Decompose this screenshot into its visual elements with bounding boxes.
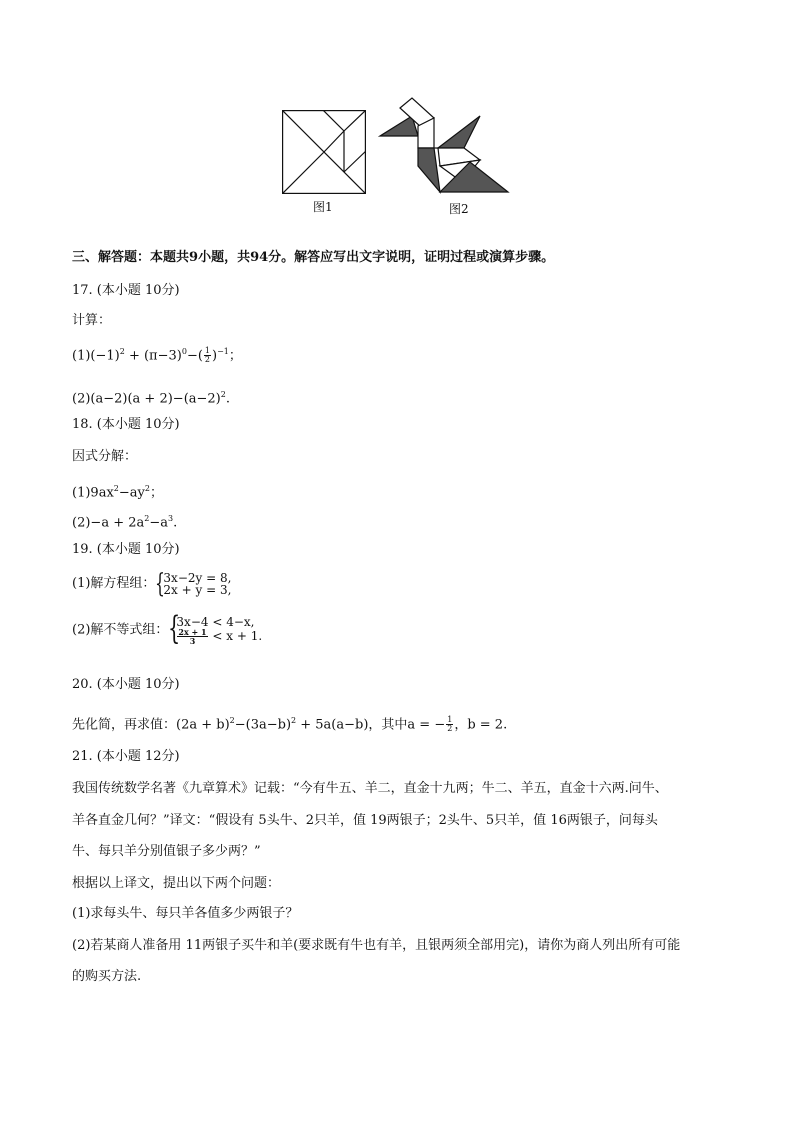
q21-para2: 根据以上译文，提出以下两个问题： xyxy=(72,876,281,891)
section-header-prefix: 三、解答题：本题共 xyxy=(72,250,190,265)
q19-part2 xyxy=(72,609,263,647)
q19-part1 xyxy=(72,569,232,599)
q18-p2-term2: −a xyxy=(149,515,168,531)
q20-exp1: 2 xyxy=(229,716,235,725)
q21-item2-line2: 的购买方法. xyxy=(72,969,142,984)
figure1-caption: 图1 xyxy=(313,200,333,214)
q19-p1-eq2: 2x + y = 3, xyxy=(163,583,232,597)
tangram-swan-figure xyxy=(378,96,510,194)
q18-part2 xyxy=(72,511,177,531)
q18-p2-exp1: 2 xyxy=(144,514,150,523)
q21-item1: (1)求每头牛、每只羊各值多少两银子？ xyxy=(72,906,299,921)
q20-frac-num: 1 xyxy=(447,715,453,725)
q18-p1-exp1: 2 xyxy=(113,484,119,493)
q18-header: 18. (本小题 10分) xyxy=(72,417,180,432)
tangram-square-figure xyxy=(282,110,366,194)
q20-text-a: 先化简，再求值：(2a + b) xyxy=(72,717,230,733)
brace-symbol: { xyxy=(155,569,166,599)
q17-p1-exp1: 2 xyxy=(119,347,125,356)
q18-p1-end: ； xyxy=(149,485,163,501)
q17-instruction: 计算： xyxy=(72,313,112,328)
q19-p2-frac-den: 3 xyxy=(189,636,196,646)
q17-p1-exp3: −1 xyxy=(217,347,229,356)
q18-p2-term1: −a + 2a xyxy=(90,515,145,531)
q18-p1-term1: 9ax xyxy=(90,485,114,501)
q17-p2-end: . xyxy=(225,391,230,407)
q17-part2 xyxy=(72,387,230,407)
q18-p2-exp2: 3 xyxy=(168,514,174,523)
q21-para1-line1: 我国传统数学名著《九章算术》记载：“今有牛五、羊二，直金十九两；牛二、羊五，直金十六两.问牛、 xyxy=(72,781,668,796)
q17-p1-exp2: 0 xyxy=(181,347,187,356)
q20-text-b: −(3a−b) xyxy=(234,717,292,733)
q17-header: 17. (本小题 10分) xyxy=(72,283,180,298)
q19-p2-frac-num: 2x + 1 xyxy=(178,627,207,637)
q18-part1 xyxy=(72,481,163,501)
q19-p2-ineq1: 3x−4 < 4−x, xyxy=(176,615,255,629)
q21-item2-line1: (2)若某商人准备用 11两银子买牛和羊(要求既有牛也有羊，且银两须全部用完)，请你为商人列出所有可能 xyxy=(72,938,681,953)
q18-p2-end: . xyxy=(173,515,178,531)
section-total-points: 94 xyxy=(250,250,269,265)
q18-instruction: 因式分解： xyxy=(72,449,138,464)
q17-p2-expr: (a−2)(a + 2)−(a−2) xyxy=(90,391,221,407)
q19-header: 19. (本小题 10分) xyxy=(72,542,180,557)
section-header xyxy=(72,250,554,266)
q17-p1-term3-open: −( xyxy=(186,348,203,364)
q21-header: 21. (本小题 12分) xyxy=(72,749,180,764)
section-header-suffix: 分。解答应写出文字说明，证明过程或演算步骤。 xyxy=(268,250,555,265)
q17-p1-frac-den: 2 xyxy=(204,355,210,365)
q19-p2-inequality-system xyxy=(168,609,263,647)
q20-exp2: 2 xyxy=(291,716,297,725)
q20-fraction xyxy=(446,716,453,733)
q18-p1-exp2: 2 xyxy=(144,484,150,493)
q17-p1-term2: + (π−3) xyxy=(124,348,182,364)
q20-header: 20. (本小题 10分) xyxy=(72,677,180,692)
q19-p1-equation-system xyxy=(155,569,232,599)
q20-frac-den: 2 xyxy=(447,724,453,734)
q17-p2-exp: 2 xyxy=(220,390,226,399)
q20-text-c: + 5a(a−b)，其中a = − xyxy=(296,717,446,733)
q19-p2-label: (2)解不等式组： xyxy=(72,622,169,638)
q17-p2-label: (2) xyxy=(72,391,91,407)
q19-p1-eq1: 3x−2y = 8, xyxy=(163,571,232,585)
q19-p2-ineq2-rest: < x + 1. xyxy=(208,629,263,643)
q18-p2-label: (2) xyxy=(72,515,91,531)
q17-p1-end: ； xyxy=(228,348,242,364)
q19-p1-label: (1)解方程组： xyxy=(72,576,156,591)
figure2-caption: 图2 xyxy=(449,202,469,216)
q17-p1-label: (1) xyxy=(72,348,91,364)
q19-p2-fraction xyxy=(177,628,207,645)
q17-p1-term3-close: ) xyxy=(212,348,218,364)
section-question-count: 9 xyxy=(189,250,199,265)
brace-symbol: { xyxy=(168,609,181,647)
q17-p1-term1: (−1) xyxy=(90,348,120,364)
q19-p2-ineq2 xyxy=(176,628,262,645)
section-header-middle: 小题，共 xyxy=(198,250,251,265)
q21-para1-line3: 牛、每只羊分别值银子多少两？” xyxy=(72,844,261,859)
q20-text-d: ，b = 2. xyxy=(454,717,508,733)
q17-part1 xyxy=(72,344,242,364)
q17-p1-frac-num: 1 xyxy=(204,346,210,356)
q18-p1-label: (1) xyxy=(72,485,91,501)
q18-p1-term2: −ay xyxy=(118,485,145,501)
q20-problem xyxy=(72,713,507,733)
q17-p1-fraction xyxy=(204,347,211,364)
q21-para1-line2: 羊各直金几何？”译文：“假设有 5头牛、2只羊，值 19两银子；2头牛、5只羊，值 16两银子，问每头 xyxy=(72,813,658,828)
